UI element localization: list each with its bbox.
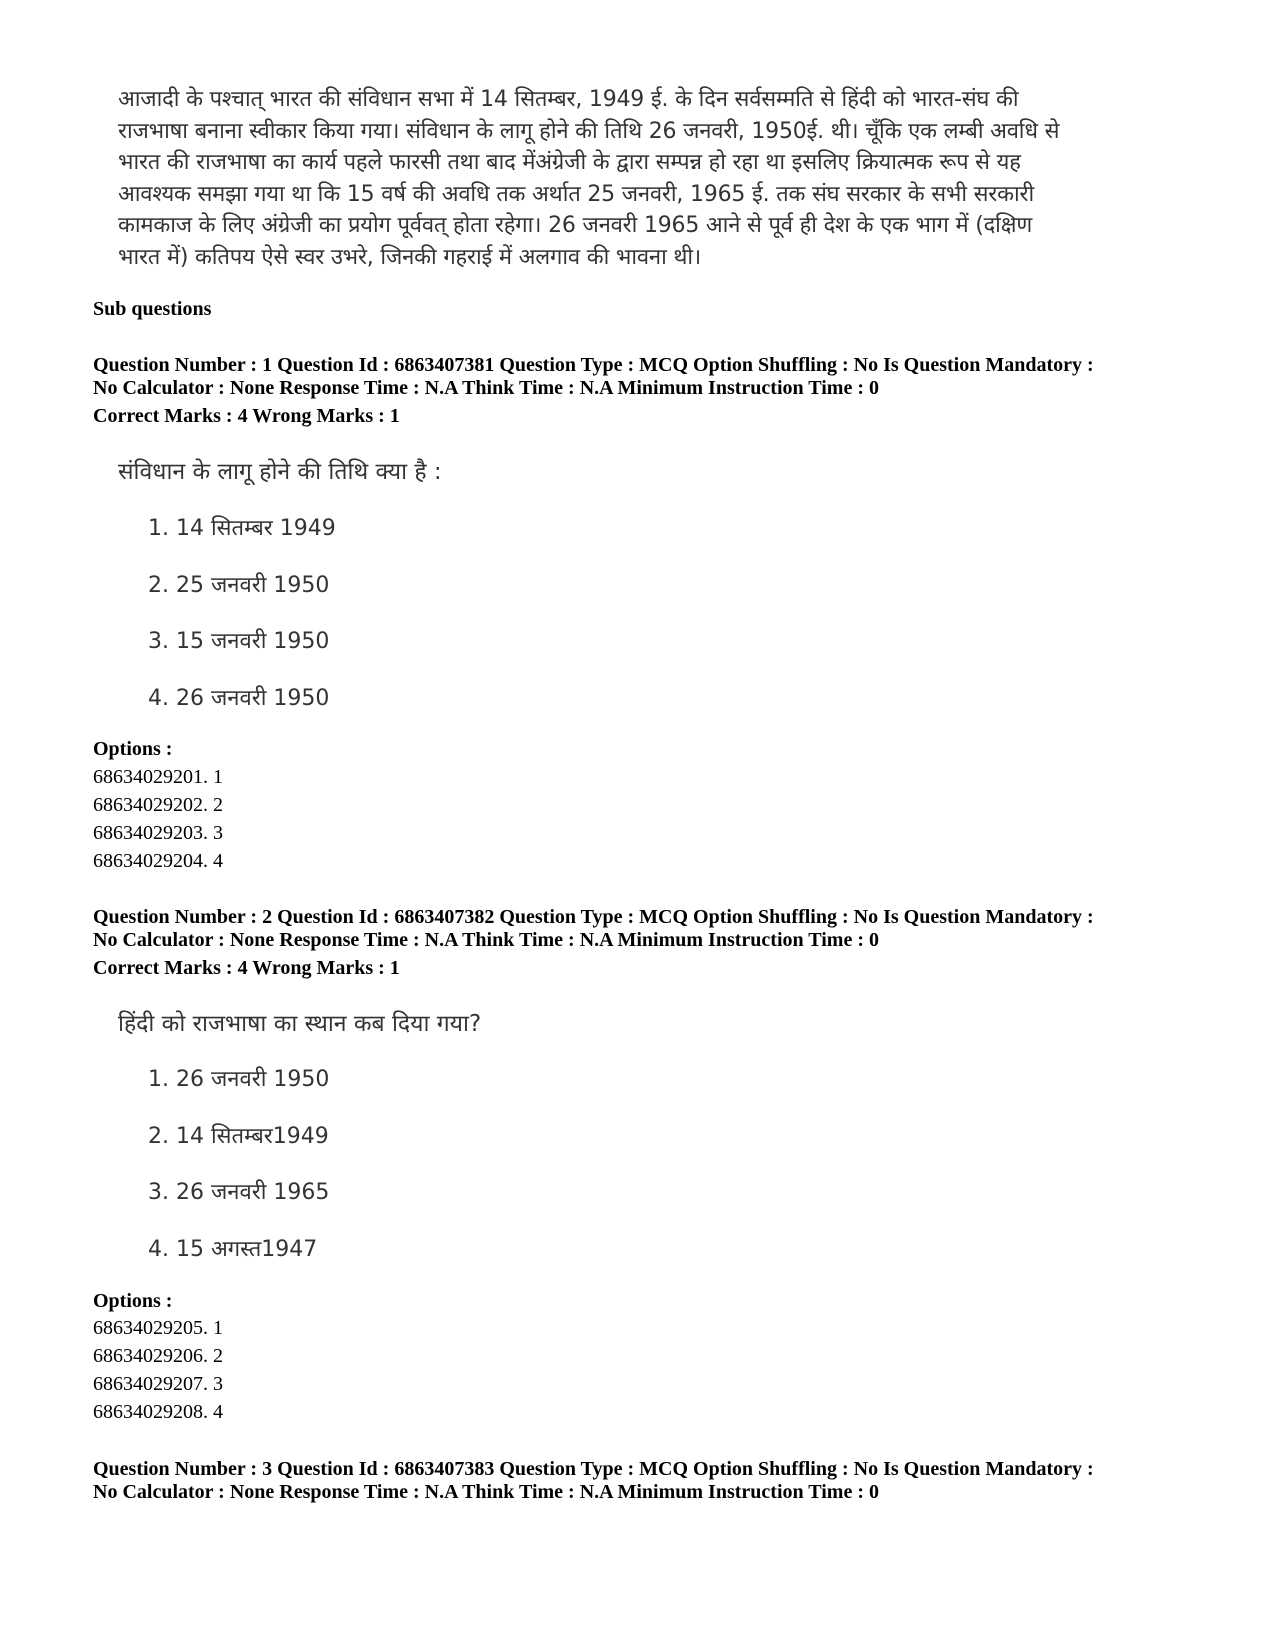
question-2-option-id-3: 68634029207. 3 <box>93 1373 223 1395</box>
passage-line: भारत में) कतिपय ऐसे स्वर उभरे, जिनकी गहराई में अलगाव की भावना थी। <box>118 244 702 270</box>
question-1-choice-3: 3. 15 जनवरी 1950 <box>148 629 330 654</box>
question-3-meta-line-1: Question Number : 3 Question Id : 6863407383 Question Type : MCQ Option Shuffling : No Is Question Mandatory : <box>93 1458 1094 1480</box>
question-1-option-id-2: 68634029202. 2 <box>93 794 223 816</box>
question-2-choice-1: 1. 26 जनवरी 1950 <box>148 1067 330 1092</box>
passage-line: आवश्यक समझा गया था कि 15 वर्ष की अवधि तक अर्थात 25 जनवरी, 1965 ई. तक संघ सरकार के सभी सरकारी <box>118 181 1034 207</box>
question-2-option-id-2: 68634029206. 2 <box>93 1345 223 1367</box>
question-1-choice-4: 4. 26 जनवरी 1950 <box>148 686 330 711</box>
question-1-option-id-1: 68634029201. 1 <box>93 766 223 788</box>
question-2-marks: Correct Marks : 4 Wrong Marks : 1 <box>93 957 400 979</box>
question-1-choice-2: 2. 25 जनवरी 1950 <box>148 573 330 598</box>
question-2-choice-4: 4. 15 अगस्त1947 <box>148 1237 318 1262</box>
question-1-text: संविधान के लागू होने की तिथि क्या है : <box>118 459 442 485</box>
question-2-choice-2: 2. 14 सितम्बर1949 <box>148 1124 329 1149</box>
question-2-choice-3: 3. 26 जनवरी 1965 <box>148 1180 330 1205</box>
question-2-options-label: Options : <box>93 1290 173 1312</box>
question-2-option-id-4: 68634029208. 4 <box>93 1401 223 1423</box>
question-1-options-label: Options : <box>93 738 173 760</box>
question-1-marks: Correct Marks : 4 Wrong Marks : 1 <box>93 405 400 427</box>
question-1-option-id-3: 68634029203. 3 <box>93 822 223 844</box>
question-2-meta-line-2: No Calculator : None Response Time : N.A Think Time : N.A Minimum Instruction Time : 0 <box>93 929 879 951</box>
question-1-meta-line-2: No Calculator : None Response Time : N.A Think Time : N.A Minimum Instruction Time : 0 <box>93 377 879 399</box>
question-2-text: हिंदी को राजभाषा का स्थान कब दिया गया? <box>118 1011 482 1037</box>
sub-questions-heading: Sub questions <box>93 298 212 320</box>
passage-line: कामकाज के लिए अंग्रेजी का प्रयोग पूर्ववत् होता रहेगा। 26 जनवरी 1965 आने से पूर्व ही देश के एक भाग में (दक्षिण <box>118 213 1033 238</box>
question-1-option-id-4: 68634029204. 4 <box>93 850 223 872</box>
passage-line: भारत की राजभाषा का कार्य पहले फारसी तथा बाद मेंअंग्रेजी के द्वारा सम्पन्न हो रहा था इसलिए क्रियात्मक रूप से यह <box>118 150 1021 175</box>
question-2-option-id-1: 68634029205. 1 <box>93 1317 223 1339</box>
question-3-meta-line-2: No Calculator : None Response Time : N.A Think Time : N.A Minimum Instruction Time : 0 <box>93 1481 879 1503</box>
question-1-choice-1: 1. 14 सितम्बर 1949 <box>148 516 336 541</box>
passage-line: आजादी के पश्चात् भारत की संविधान सभा में 14 सितम्बर, 1949 ई. के दिन सर्वसम्मति से हिंदी को भारत-संघ की <box>118 87 1019 112</box>
passage-line: राजभाषा बनाना स्वीकार किया गया। संविधान के लागू होने की तिथि 26 जनवरी, 1950ई. थी। चूँकि एक लम्बी अवधि से <box>118 118 1060 144</box>
passage-text <box>118 84 1208 273</box>
question-1-meta-line-1: Question Number : 1 Question Id : 6863407381 Question Type : MCQ Option Shuffling : No Is Question Mandatory : <box>93 354 1094 376</box>
question-2-meta-line-1: Question Number : 2 Question Id : 6863407382 Question Type : MCQ Option Shuffling : No Is Question Mandatory : <box>93 906 1094 928</box>
